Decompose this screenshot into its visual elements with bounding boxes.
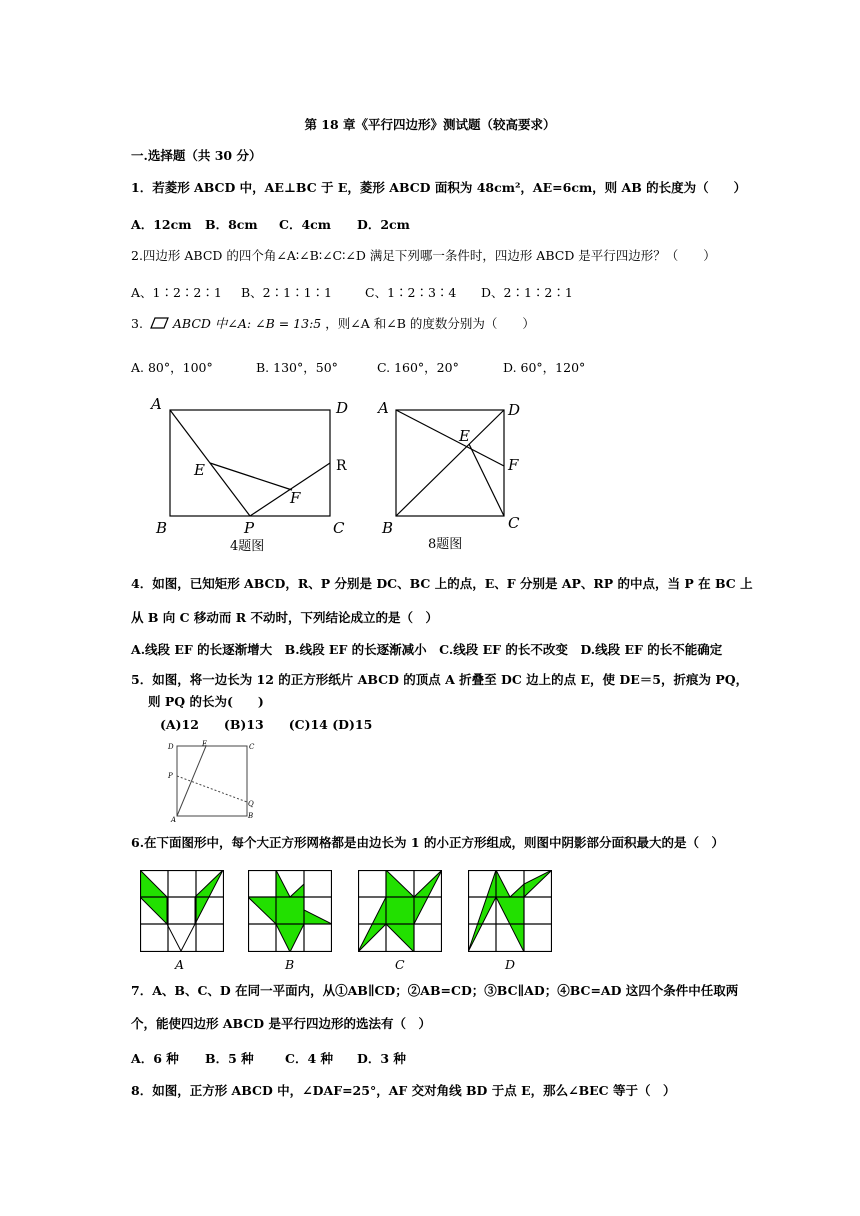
fig5-label-e: E: [202, 740, 208, 748]
q1-option-d: D．2cm: [357, 217, 410, 232]
fig8-label-b: B: [382, 519, 394, 537]
q2-option-d: D、2∶1∶2∶1: [481, 285, 573, 300]
fig8-label-d: D: [508, 401, 521, 419]
fig5-label-d: D: [168, 743, 174, 751]
fig8-label-c: C: [508, 514, 520, 532]
q3-option-b: B. 130°，50°: [256, 360, 338, 375]
q8-stem: 8．如图，正方形 ABCD 中，∠DAF=25°，AF 交对角线 BD 于点 E，那么∠BEC 等于（ ）: [131, 1083, 676, 1098]
grid-figure-b: [248, 870, 332, 952]
fig4-label-f: F: [290, 489, 301, 507]
fig4-label-d: D: [336, 399, 349, 417]
q7-option-b: B．5 种: [205, 1051, 254, 1066]
grid-label-c: C: [395, 957, 405, 972]
q5-options: (A)12 (B)13 (C)14 (D)15: [160, 717, 373, 732]
q3-option-a: A. 80°，100°: [131, 360, 213, 375]
q7-stem-line1: 7．A、B、C、D 在同一平面内，从①AB∥CD；②AB=CD；③BC∥AD；④BC=AD 这四个条件中任取两: [131, 983, 739, 998]
fig4-label-r: R: [336, 458, 347, 474]
q2-option-a: A、1∶2∶2∶1: [131, 285, 222, 300]
figure-q8-square: [372, 395, 547, 560]
q3-number: 3.: [131, 316, 143, 331]
fig5-label-c: C: [249, 743, 255, 751]
q2-option-b: B、2∶1∶1∶1: [241, 285, 332, 300]
q6-stem: 6.在下面图形中，每个大正方形网格都是由边长为 1 的小正方形组成，则图中阴影部分面积最大的是（ ）: [131, 835, 724, 850]
figure-q4-rectangle: [140, 395, 370, 560]
page-title: 第 18 章《平行四边形》测试题（较高要求）: [304, 117, 556, 132]
q3-shape-name: ABCD: [172, 316, 211, 331]
fig4-label-c: C: [333, 519, 345, 537]
grid-figure-a: [140, 870, 224, 952]
parallelogram-icon: [147, 317, 169, 333]
q1-option-b: B．8cm: [205, 217, 258, 232]
q5-stem-line1: 5．如图，将一边长为 12 的正方形纸片 ABCD 的顶点 A 折叠至 DC 边上的点 E，使 DE＝5，折痕为 PQ，: [131, 672, 749, 687]
grid-figure-d: [468, 870, 552, 952]
fig4-label-b: B: [156, 519, 168, 537]
q1-option-c: C．4cm: [279, 217, 331, 232]
q4-options: A.线段 EF 的长逐渐增大 B.线段 EF 的长逐渐减小 C.线段 EF 的长不改变 D.线段 EF 的长不能确定: [131, 642, 723, 657]
q3-option-c: C. 160°，20°: [377, 360, 459, 375]
q7-option-d: D．3 种: [357, 1051, 406, 1066]
fig8-label-e: E: [459, 427, 470, 445]
q3-angle-ratio: 中∠A: ∠B = 13:5: [214, 316, 322, 331]
grid-label-b: B: [285, 957, 295, 972]
q3-option-d: D. 60°，120°: [503, 360, 586, 375]
q3-question: ，则∠A 和∠B 的度数分别为（ ）: [325, 316, 535, 331]
q5-stem-line2: 则 PQ 的长为( ): [148, 694, 264, 709]
fig5-label-a: A: [171, 816, 177, 822]
q1-option-a: A．12cm: [131, 217, 192, 232]
figure-q5-square: [166, 740, 256, 822]
fig5-label-q: Q: [248, 800, 254, 808]
fig4-label-p: P: [244, 519, 255, 537]
fig4-caption: 4题图: [230, 539, 265, 554]
q2-option-c: C、1∶2∶3∶4: [365, 285, 457, 300]
q7-option-c: C．4 种: [285, 1051, 333, 1066]
fig8-label-f: F: [508, 456, 519, 474]
grid-figure-c: [358, 870, 442, 952]
q4-stem-line2: 从 B 向 C 移动而 R 不动时，下列结论成立的是（ ）: [131, 610, 439, 625]
fig4-label-a: A: [151, 395, 162, 413]
q3-stem: [131, 316, 535, 333]
fig8-label-a: A: [378, 399, 389, 417]
section-heading: 一.选择题（共 30 分）: [131, 148, 262, 163]
q2-stem: 2.四边形 ABCD 的四个角∠A∶∠B∶∠C∶∠D 满足下列哪一条件时，四边形 ABCD 是平行四边形？（ ）: [131, 248, 716, 263]
grid-label-a: A: [175, 957, 185, 972]
grid-label-d: D: [505, 957, 516, 972]
q7-option-a: A．6 种: [131, 1051, 179, 1066]
fig5-label-b: B: [248, 812, 254, 820]
fig5-label-p: P: [168, 772, 173, 780]
fig4-label-e: E: [194, 461, 205, 479]
q7-stem-line2: 个，能使四边形 ABCD 是平行四边形的选法有（ ）: [131, 1016, 431, 1031]
q4-stem-line1: 4．如图，已知矩形 ABCD，R、P 分别是 DC、BC 上的点，E、F 分别是 AP、RP 的中点，当 P 在 BC 上: [131, 576, 753, 591]
q1-stem: 1．若菱形 ABCD 中，AE⊥BC 于 E，菱形 ABCD 面积为 48cm²，AE=6cm，则 AB 的长度为（ ）: [131, 180, 747, 195]
fig8-caption: 8题图: [428, 537, 463, 552]
